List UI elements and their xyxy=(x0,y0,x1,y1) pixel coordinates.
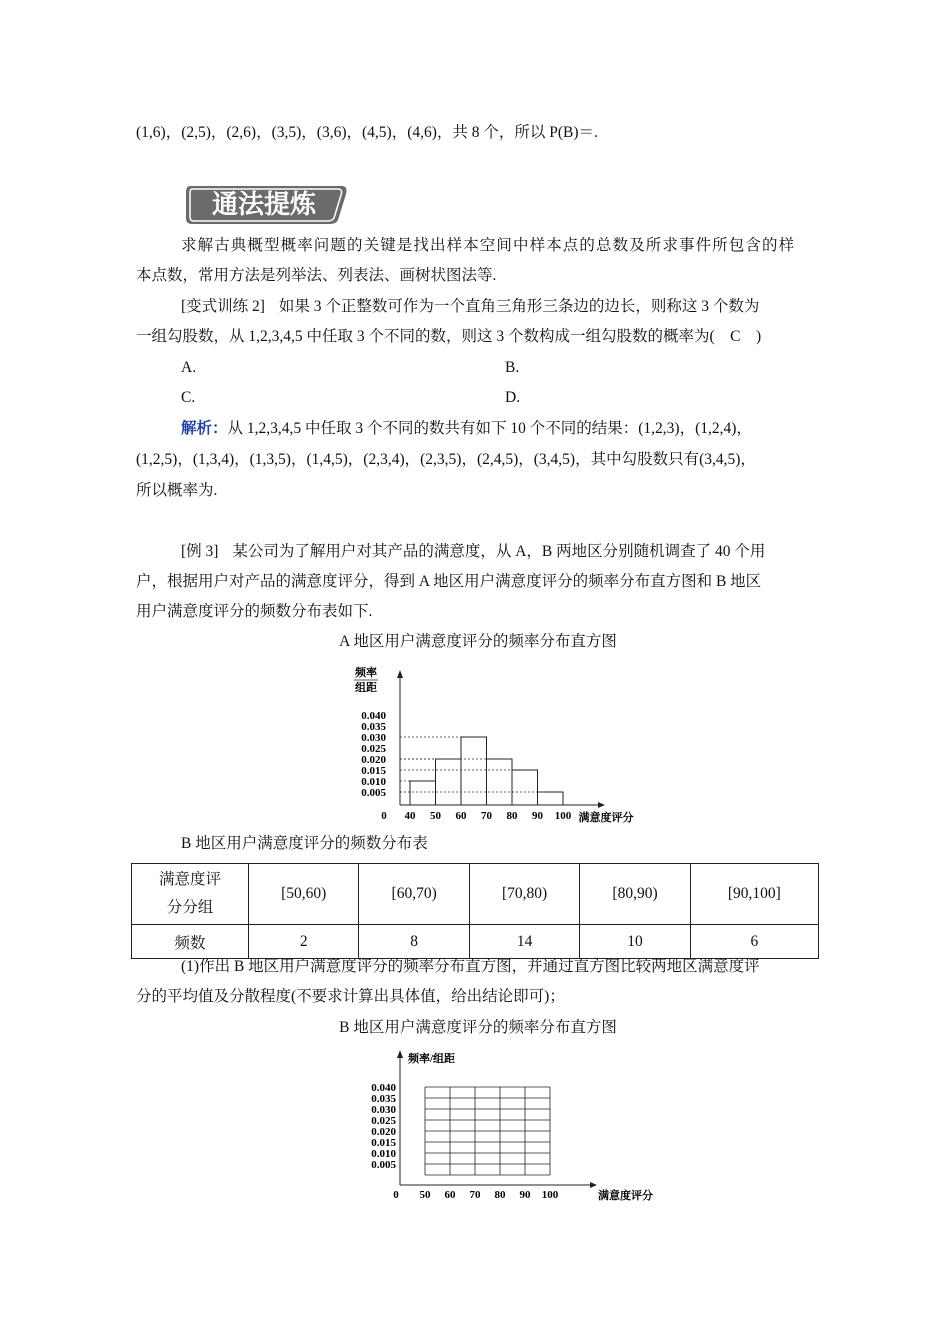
x-axis-label: 满意度评分 xyxy=(598,1190,653,1202)
y-tick-label: 0.005 xyxy=(361,787,386,799)
y-tick-label: 0.010 xyxy=(361,776,386,788)
x-tick-label: 100 xyxy=(554,810,572,822)
option-b: B. xyxy=(505,359,520,376)
histogram-bar xyxy=(410,781,436,805)
example-line-2: 户，根据用户对产品的满意度评分，得到 A 地区用户满意度评分的频率分布直方图和 B 地区 xyxy=(136,573,762,590)
histogram-bar xyxy=(538,792,564,805)
exercise-tag: [变式训练 2] xyxy=(181,298,265,315)
y-axis-label: 频率/组距 xyxy=(408,1053,456,1065)
x-tick-label: 40 xyxy=(404,810,416,822)
origin-label: 0 xyxy=(393,1189,399,1201)
y-axis-label-top: 频率 xyxy=(355,667,377,679)
y-tick-label: 0.025 xyxy=(361,743,386,755)
y-tick-label: 0.005 xyxy=(371,1159,396,1171)
example-line-1 xyxy=(181,541,765,563)
x-axis-arrow xyxy=(590,1182,597,1188)
y-tick-label: 0.030 xyxy=(371,1104,396,1116)
top-line: (1,6)，(2,5)，(2,6)，(3,5)，(3,6)，(4,5)，(4,6)，共 8 个，所以 P(B)＝. xyxy=(136,124,598,141)
y-tick-label: 0.025 xyxy=(371,1115,396,1127)
table-caption: B 地区用户满意度评分的频数分布表 xyxy=(181,835,428,852)
table-header-first-l1: 满意度评 xyxy=(158,871,221,888)
analysis-tag: 解析： xyxy=(181,420,228,437)
histogram-bar xyxy=(512,770,538,805)
chart-a-histogram xyxy=(340,660,660,830)
x-tick-label: 70 xyxy=(481,810,492,822)
frequency-table xyxy=(131,863,819,959)
analysis-line-2: (1,2,5)，(1,3,4)，(1,3,5)，(1,4,5)，(2,3,4)，(2,3,5)，(2,4,5)，(3,4,5)，其中勾股数只有(3,4,5)， xyxy=(136,451,756,468)
histogram-bar xyxy=(436,759,462,805)
option-a: A. xyxy=(181,359,197,376)
method-paragraph-line-2: 本点数，常用方法是列举法、列表法、画树状图法等. xyxy=(136,267,497,284)
example-text-1: 某公司为了解用户对其产品的满意度，从 A，B 两地区分别随机调查了 40 个用 xyxy=(232,543,766,560)
y-axis-arrow xyxy=(397,670,403,678)
y-tick-label: 0.020 xyxy=(371,1126,396,1138)
histogram-bar xyxy=(461,737,487,805)
x-tick-label: 80 xyxy=(506,810,518,822)
y-tick-label: 0.015 xyxy=(371,1137,396,1149)
option-d: D. xyxy=(505,389,521,406)
x-tick-label: 90 xyxy=(519,1189,531,1201)
y-tick-label: 0.040 xyxy=(361,710,386,722)
table-header-first-l2: 分分组 xyxy=(166,899,214,916)
question-line-1: (1)作出 B 地区用户满意度评分的频率分布直方图，并通过直方图比较两地区满意度评 xyxy=(181,958,760,975)
table-cell: 6 xyxy=(690,925,818,959)
table-cell: 10 xyxy=(580,925,690,959)
method-paragraph-line-1: 求解古典概型概率问题的关键是找出样本空间中样本点的总数及所求事件所包含的样 xyxy=(181,237,796,254)
y-tick-label: 0.035 xyxy=(361,721,386,733)
example-line-3: 用户满意度评分的频数分布表如下. xyxy=(136,603,373,620)
chart-b-caption: B 地区用户满意度评分的频率分布直方图 xyxy=(339,1019,617,1036)
table-cell: 8 xyxy=(359,925,469,959)
y-tick-label: 0.040 xyxy=(371,1082,396,1094)
y-tick-label: 0.030 xyxy=(361,732,386,744)
y-axis-arrow xyxy=(397,1050,403,1058)
y-tick-label: 0.015 xyxy=(361,765,386,777)
table-header-cell: [60,70) xyxy=(359,864,469,925)
exercise-text-1: 如果 3 个正整数可作为一个直角三角形三条边的边长，则称这 3 个数为 xyxy=(278,298,760,315)
chart-a-caption: A 地区用户满意度评分的频率分布直方图 xyxy=(339,633,617,650)
question-line-2: 分的平均值及分散程度(不要求计算出具体值，给出结论即可)； xyxy=(136,988,565,1005)
x-tick-label: 50 xyxy=(419,1189,431,1201)
table-header-cell: [50,60) xyxy=(249,864,359,925)
y-tick-label: 0.010 xyxy=(371,1148,396,1160)
x-tick-label: 60 xyxy=(455,810,467,822)
analysis-text-1: 从 1,2,3,4,5 中任取 3 个不同的数共有如下 10 个不同的结果：(1,2,3)，(1,2,4)， xyxy=(227,420,752,437)
option-c: C. xyxy=(181,389,196,406)
method-badge xyxy=(182,182,350,226)
x-tick-label: 70 xyxy=(469,1189,481,1201)
table-row-label: 频数 xyxy=(132,925,249,959)
analysis-line-1 xyxy=(181,418,752,440)
x-tick-label: 90 xyxy=(532,810,543,822)
origin-label: 0 xyxy=(381,810,387,822)
table-cell: 14 xyxy=(469,925,579,959)
exercise-line-2: 一组勾股数，从 1,2,3,4,5 中任取 3 个不同的数，则这 3 个数构成一组勾股数的概率为( C ) xyxy=(136,328,762,345)
analysis-line-3: 所以概率为. xyxy=(136,482,218,499)
table-header-cell: [70,80) xyxy=(469,864,579,925)
table-header-cell: [90,100] xyxy=(690,864,818,925)
badge-text: 通法提炼 xyxy=(211,190,317,219)
table-header-row xyxy=(132,864,819,925)
chart-b-histogram-grid xyxy=(340,1040,660,1210)
histogram-bar xyxy=(487,759,513,805)
x-tick-label: 50 xyxy=(430,810,441,822)
x-axis-label: 满意度评分 xyxy=(578,812,634,824)
x-tick-label: 100 xyxy=(541,1189,559,1201)
y-axis-label-bottom: 组距 xyxy=(355,682,377,694)
example-tag: [例 3] xyxy=(181,543,219,560)
table-header-cell: [80,90) xyxy=(580,864,690,925)
x-tick-label: 60 xyxy=(444,1189,456,1201)
x-tick-label: 80 xyxy=(494,1189,506,1201)
table-cell: 2 xyxy=(249,925,359,959)
x-axis-arrow xyxy=(598,802,605,808)
y-tick-label: 0.035 xyxy=(371,1093,396,1105)
exercise-line-1 xyxy=(181,296,759,318)
table-row xyxy=(132,925,819,959)
y-tick-label: 0.020 xyxy=(361,754,386,766)
table-header-cell xyxy=(132,864,249,925)
